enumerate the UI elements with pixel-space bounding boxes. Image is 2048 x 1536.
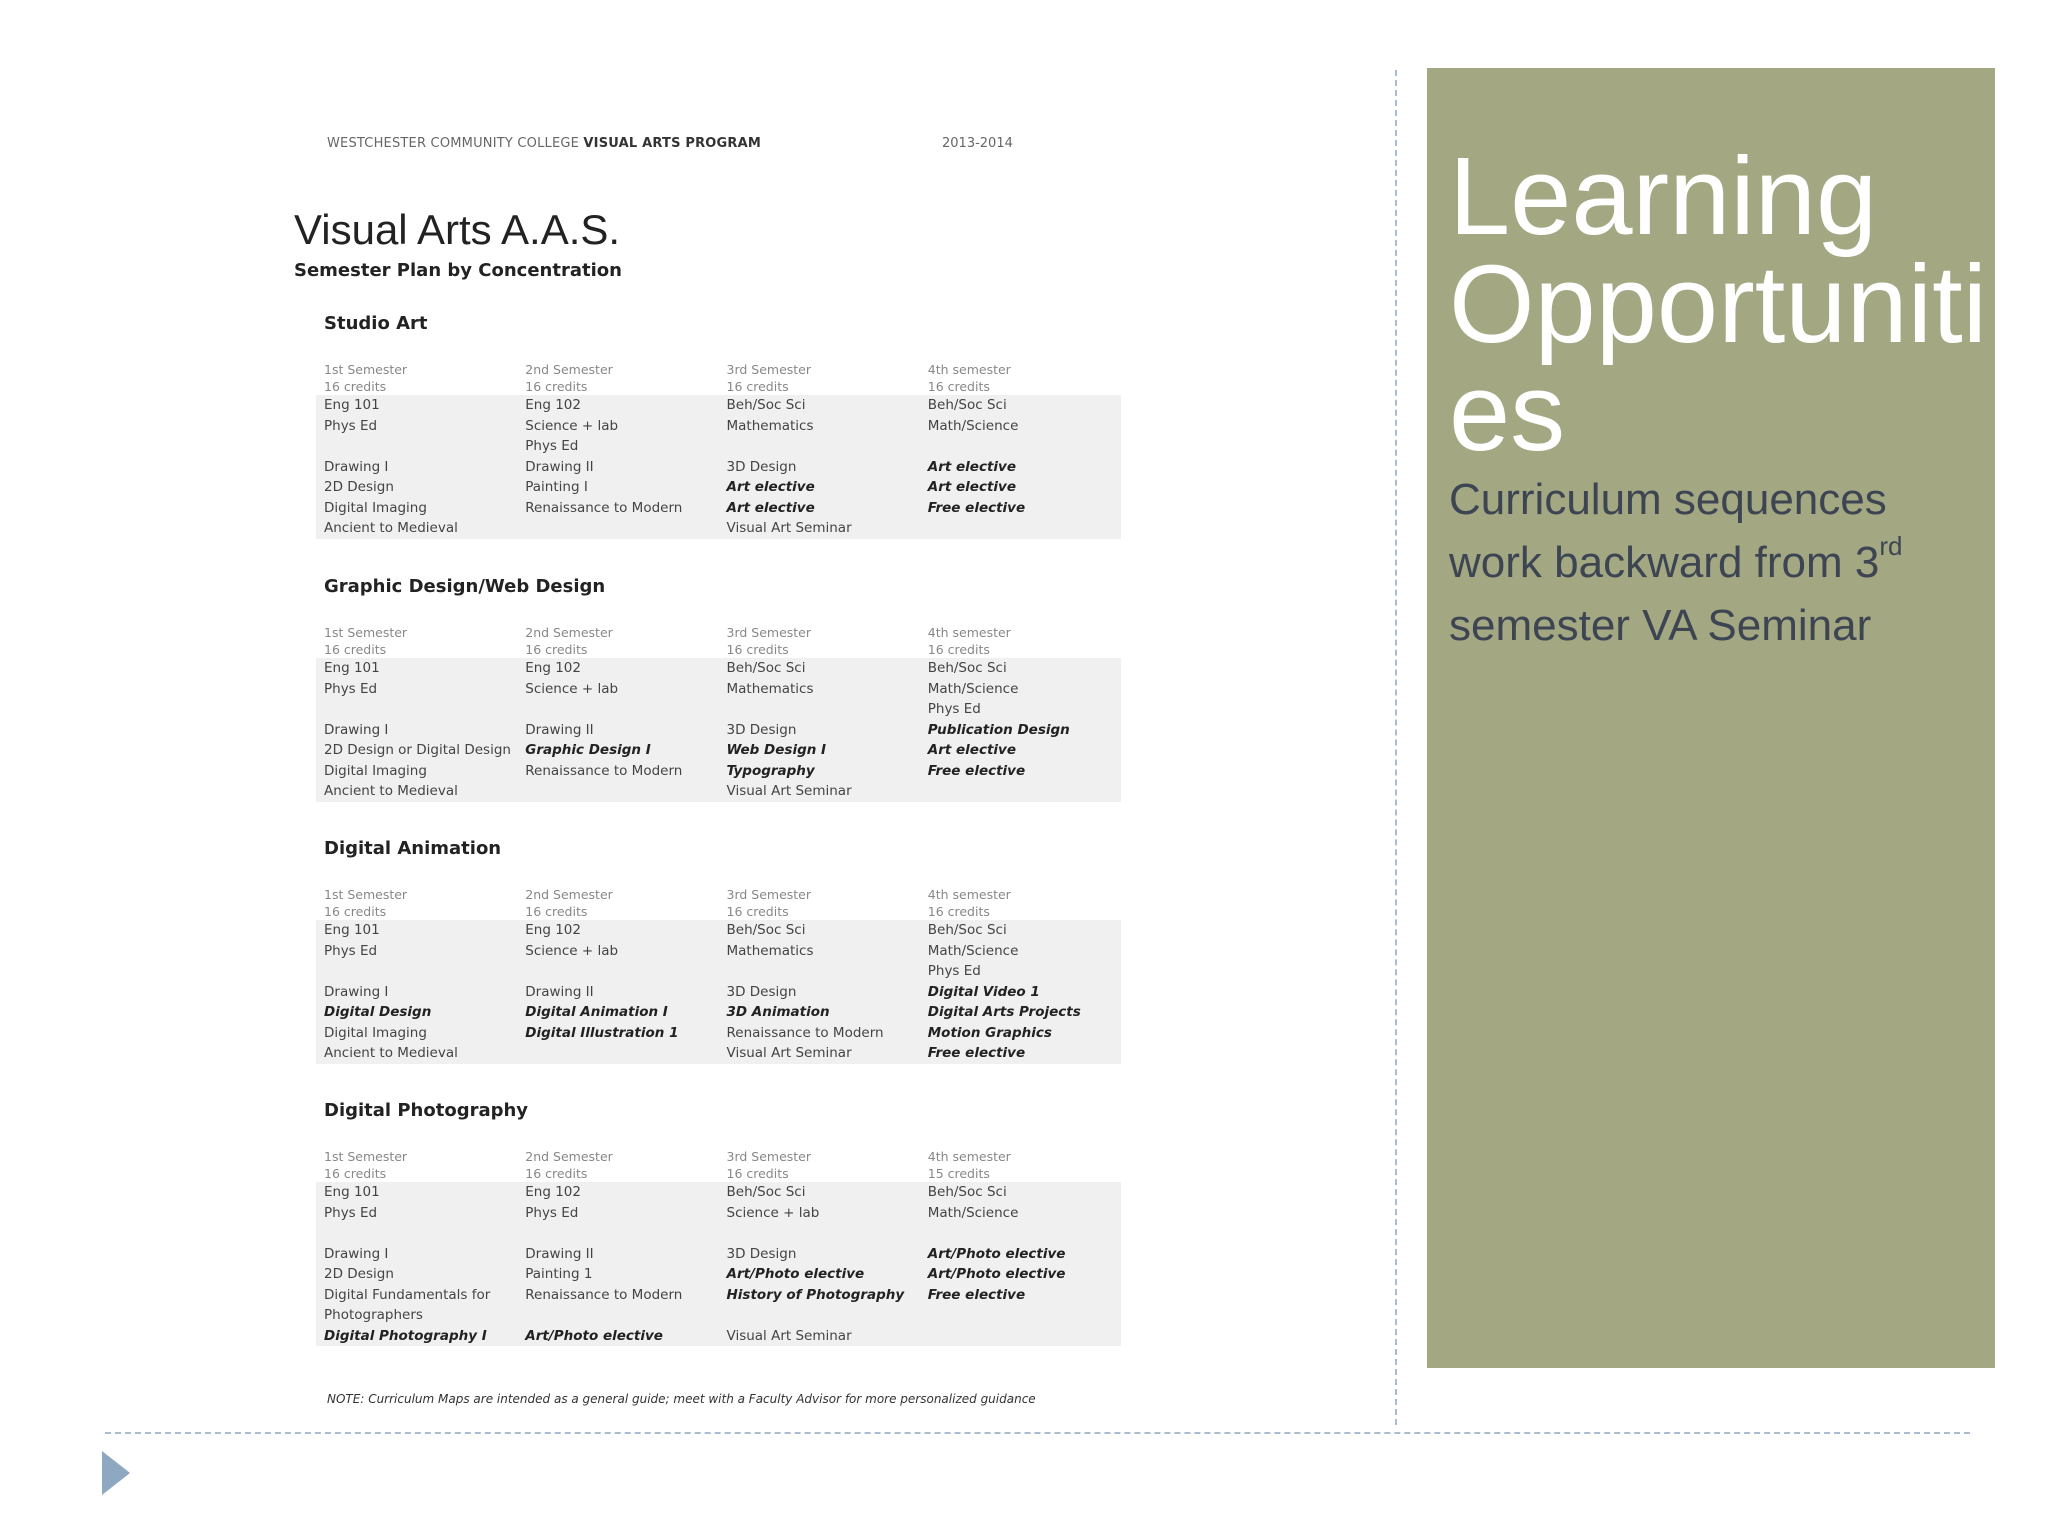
course-cell (316, 699, 517, 720)
course-cell: Free elective (920, 1043, 1121, 1064)
course-cell (920, 436, 1121, 457)
course-cell: Drawing I (316, 1244, 517, 1265)
semester-header: 3rd Semester (719, 886, 920, 903)
credits-header-row (316, 378, 1121, 395)
panel-body-line-2 (1449, 531, 1979, 594)
course-cell (316, 1223, 517, 1244)
horizontal-divider (105, 1432, 1970, 1434)
table-row (316, 1002, 1121, 1023)
semester-header: 1st Semester (316, 886, 517, 903)
course-cell: Mathematics (719, 416, 920, 437)
credits-header: 16 credits (920, 641, 1121, 658)
semester-header: 1st Semester (316, 624, 517, 641)
panel-title: Learning Opportunities (1449, 135, 1988, 474)
course-cell: Visual Art Seminar (719, 781, 920, 802)
course-cell: Beh/Soc Sci (719, 395, 920, 416)
section-title: Digital Photography (324, 1100, 529, 1121)
table-row (316, 1043, 1121, 1064)
credits-header: 16 credits (517, 1165, 718, 1182)
doc-title: Visual Arts A.A.S. (294, 206, 621, 253)
course-cell: Digital Design (316, 1002, 517, 1023)
semester-header: 1st Semester (316, 1148, 517, 1165)
semester-header-row (316, 361, 1121, 378)
table-row (316, 1285, 1121, 1306)
course-cell: Math/Science (920, 416, 1121, 437)
course-cell (316, 436, 517, 457)
course-cell: Digital Fundamentals for (316, 1285, 517, 1306)
course-cell: Drawing I (316, 720, 517, 741)
table-row (316, 1182, 1121, 1203)
semester-table (316, 886, 1121, 1064)
semester-header: 2nd Semester (517, 361, 718, 378)
course-cell: Painting 1 (517, 1264, 718, 1285)
course-cell: Mathematics (719, 679, 920, 700)
course-cell: Free elective (920, 498, 1121, 519)
credits-header: 16 credits (719, 1165, 920, 1182)
course-cell: Eng 101 (316, 395, 517, 416)
course-cell: Graphic Design I (517, 740, 718, 761)
course-cell: Beh/Soc Sci (719, 1182, 920, 1203)
semester-header: 3rd Semester (719, 361, 920, 378)
course-cell: Digital Imaging (316, 498, 517, 519)
course-cell: Phys Ed (316, 416, 517, 437)
semester-header: 2nd Semester (517, 1148, 718, 1165)
course-cell: Beh/Soc Sci (920, 395, 1121, 416)
course-cell: Phys Ed (316, 1203, 517, 1224)
table-row (316, 518, 1121, 539)
course-cell: Beh/Soc Sci (920, 920, 1121, 941)
course-cell: Phys Ed (517, 1203, 718, 1224)
credits-header: 16 credits (920, 378, 1121, 395)
course-cell: Drawing II (517, 720, 718, 741)
credits-header: 15 credits (920, 1165, 1121, 1182)
course-cell: Art elective (920, 477, 1121, 498)
semester-table (316, 624, 1121, 802)
course-cell: 2D Design or Digital Design (316, 740, 517, 761)
semester-header: 4th semester (920, 1148, 1121, 1165)
course-cell: Beh/Soc Sci (719, 658, 920, 679)
course-cell: Phys Ed (316, 941, 517, 962)
panel-body-superscript: rd (1879, 531, 1903, 561)
course-cell (316, 961, 517, 982)
credits-header: 16 credits (517, 641, 718, 658)
course-cell: Renaissance to Modern (719, 1023, 920, 1044)
learning-opportunities-panel (1427, 68, 1995, 1368)
section-title: Digital Animation (324, 838, 502, 859)
course-cell: Typography (719, 761, 920, 782)
course-cell: 2D Design (316, 1264, 517, 1285)
course-cell (517, 961, 718, 982)
course-cell (517, 699, 718, 720)
course-cell: Digital Video 1 (920, 982, 1121, 1003)
course-cell: 3D Design (719, 1244, 920, 1265)
doc-header-college: WESTCHESTER COMMUNITY COLLEGE (327, 136, 580, 151)
course-cell: Publication Design (920, 720, 1121, 741)
table-row (316, 498, 1121, 519)
course-cell: Art/Photo elective (517, 1326, 718, 1347)
doc-header (327, 136, 761, 151)
section-studio-art (316, 313, 1116, 539)
semester-header: 1st Semester (316, 361, 517, 378)
section-title: Studio Art (324, 313, 428, 334)
table-row (316, 961, 1121, 982)
table-row (316, 1305, 1121, 1326)
credits-header: 16 credits (719, 378, 920, 395)
course-cell (719, 1305, 920, 1326)
course-cell (719, 436, 920, 457)
course-cell (920, 1326, 1121, 1347)
course-cell: Art/Photo elective (920, 1264, 1121, 1285)
table-row (316, 395, 1121, 416)
course-cell: Phys Ed (517, 436, 718, 457)
semester-header: 2nd Semester (517, 886, 718, 903)
table-row (316, 1264, 1121, 1285)
course-cell: Drawing I (316, 457, 517, 478)
course-cell: 2D Design (316, 477, 517, 498)
vertical-divider (1395, 70, 1397, 1425)
semester-header: 4th semester (920, 624, 1121, 641)
semester-header-row (316, 624, 1121, 641)
course-cell: Science + lab (719, 1203, 920, 1224)
course-cell: 3D Animation (719, 1002, 920, 1023)
semester-header: 4th semester (920, 886, 1121, 903)
credits-header: 16 credits (517, 903, 718, 920)
course-cell: 3D Design (719, 720, 920, 741)
course-cell: Drawing II (517, 982, 718, 1003)
credits-header-row (316, 903, 1121, 920)
course-cell: Math/Science (920, 1203, 1121, 1224)
table-row (316, 982, 1121, 1003)
course-cell: Mathematics (719, 941, 920, 962)
course-cell: Renaissance to Modern (517, 761, 718, 782)
table-row (316, 920, 1121, 941)
course-cell: Science + lab (517, 679, 718, 700)
doc-note: NOTE: Curriculum Maps are intended as a general guide; meet with a Faculty Advisor for more personalized guidance (327, 1392, 1036, 1406)
course-cell: Renaissance to Modern (517, 498, 718, 519)
table-row (316, 1244, 1121, 1265)
table-row (316, 1023, 1121, 1044)
doc-subtitle: Semester Plan by Concentration (294, 260, 622, 281)
course-cell: Digital Photography I (316, 1326, 517, 1347)
course-cell: Art elective (719, 477, 920, 498)
course-cell: Beh/Soc Sci (920, 658, 1121, 679)
section-digital-photography (316, 1100, 1116, 1346)
play-arrow-icon[interactable] (102, 1451, 130, 1495)
course-cell (517, 518, 718, 539)
course-cell (719, 1223, 920, 1244)
section-digital-animation (316, 838, 1116, 1064)
semester-header-row (316, 1148, 1121, 1165)
semester-header-row (316, 886, 1121, 903)
panel-body-line-2-text: work backward from 3 (1449, 538, 1880, 587)
course-cell: Eng 101 (316, 1182, 517, 1203)
course-cell (517, 1043, 718, 1064)
course-cell: Visual Art Seminar (719, 1043, 920, 1064)
course-cell: Math/Science (920, 679, 1121, 700)
semester-table (316, 361, 1121, 539)
credits-header: 16 credits (719, 903, 920, 920)
table-row (316, 436, 1121, 457)
course-cell: Eng 102 (517, 395, 718, 416)
credits-header: 16 credits (719, 641, 920, 658)
course-cell: Motion Graphics (920, 1023, 1121, 1044)
course-cell: Painting I (517, 477, 718, 498)
course-cell: Eng 102 (517, 1182, 718, 1203)
course-cell (920, 781, 1121, 802)
course-cell: Math/Science (920, 941, 1121, 962)
course-cell (920, 1223, 1121, 1244)
credits-header-row (316, 1165, 1121, 1182)
course-cell: Visual Art Seminar (719, 1326, 920, 1347)
semester-header: 3rd Semester (719, 624, 920, 641)
credits-header: 16 credits (316, 378, 517, 395)
course-cell (719, 961, 920, 982)
doc-header-program: VISUAL ARTS PROGRAM (583, 136, 762, 151)
course-cell (517, 781, 718, 802)
course-cell (719, 699, 920, 720)
panel-body-line-3: semester VA Seminar (1449, 601, 1872, 650)
course-cell: Eng 102 (517, 658, 718, 679)
course-cell: Beh/Soc Sci (920, 1182, 1121, 1203)
course-cell: Digital Arts Projects (920, 1002, 1121, 1023)
course-cell (517, 1305, 718, 1326)
course-cell: Art/Photo elective (920, 1244, 1121, 1265)
course-cell: Drawing I (316, 982, 517, 1003)
panel-body (1449, 468, 1979, 657)
course-cell: Web Design I (719, 740, 920, 761)
course-cell: History of Photography (719, 1285, 920, 1306)
table-row (316, 941, 1121, 962)
course-cell: Science + lab (517, 416, 718, 437)
credits-header-row (316, 641, 1121, 658)
course-cell: Ancient to Medieval (316, 1043, 517, 1064)
course-cell: Eng 101 (316, 658, 517, 679)
course-cell: 3D Design (719, 457, 920, 478)
table-row (316, 761, 1121, 782)
semester-header: 3rd Semester (719, 1148, 920, 1165)
doc-year: 2013-2014 (942, 136, 1013, 151)
credits-header: 16 credits (316, 1165, 517, 1182)
course-cell: Photographers (316, 1305, 517, 1326)
course-cell (517, 1223, 718, 1244)
course-cell: Eng 102 (517, 920, 718, 941)
course-cell: Science + lab (517, 941, 718, 962)
table-row (316, 720, 1121, 741)
table-row (316, 1326, 1121, 1347)
course-cell: Art elective (719, 498, 920, 519)
course-cell: Art elective (920, 457, 1121, 478)
table-row (316, 658, 1121, 679)
course-cell: 3D Design (719, 982, 920, 1003)
credits-header: 16 credits (517, 378, 718, 395)
section-graphic-design-web-design (316, 576, 1116, 802)
course-cell: Digital Animation I (517, 1002, 718, 1023)
course-cell: Digital Imaging (316, 1023, 517, 1044)
table-row (316, 477, 1121, 498)
semester-header: 4th semester (920, 361, 1121, 378)
table-row (316, 1223, 1121, 1244)
course-cell: Renaissance to Modern (517, 1285, 718, 1306)
course-cell: Art elective (920, 740, 1121, 761)
credits-header: 16 credits (316, 641, 517, 658)
table-row (316, 457, 1121, 478)
course-cell: Eng 101 (316, 920, 517, 941)
table-row (316, 740, 1121, 761)
table-row (316, 416, 1121, 437)
course-cell: Digital Imaging (316, 761, 517, 782)
credits-header: 16 credits (920, 903, 1121, 920)
course-cell: Digital Illustration 1 (517, 1023, 718, 1044)
course-cell: Phys Ed (920, 699, 1121, 720)
credits-header: 16 credits (316, 903, 517, 920)
course-cell: Ancient to Medieval (316, 518, 517, 539)
course-cell: Art/Photo elective (719, 1264, 920, 1285)
course-cell: Drawing II (517, 1244, 718, 1265)
semester-table (316, 1148, 1121, 1346)
course-cell: Phys Ed (920, 961, 1121, 982)
table-row (316, 699, 1121, 720)
table-row (316, 781, 1121, 802)
section-title: Graphic Design/Web Design (324, 576, 606, 597)
course-cell (920, 1305, 1121, 1326)
course-cell: Free elective (920, 761, 1121, 782)
table-row (316, 679, 1121, 700)
table-row (316, 1203, 1121, 1224)
course-cell: Phys Ed (316, 679, 517, 700)
course-cell: Beh/Soc Sci (719, 920, 920, 941)
course-cell (920, 518, 1121, 539)
course-cell: Visual Art Seminar (719, 518, 920, 539)
course-cell: Free elective (920, 1285, 1121, 1306)
course-cell: Drawing II (517, 457, 718, 478)
semester-header: 2nd Semester (517, 624, 718, 641)
panel-body-line-1: Curriculum sequences (1449, 475, 1887, 524)
course-cell: Ancient to Medieval (316, 781, 517, 802)
